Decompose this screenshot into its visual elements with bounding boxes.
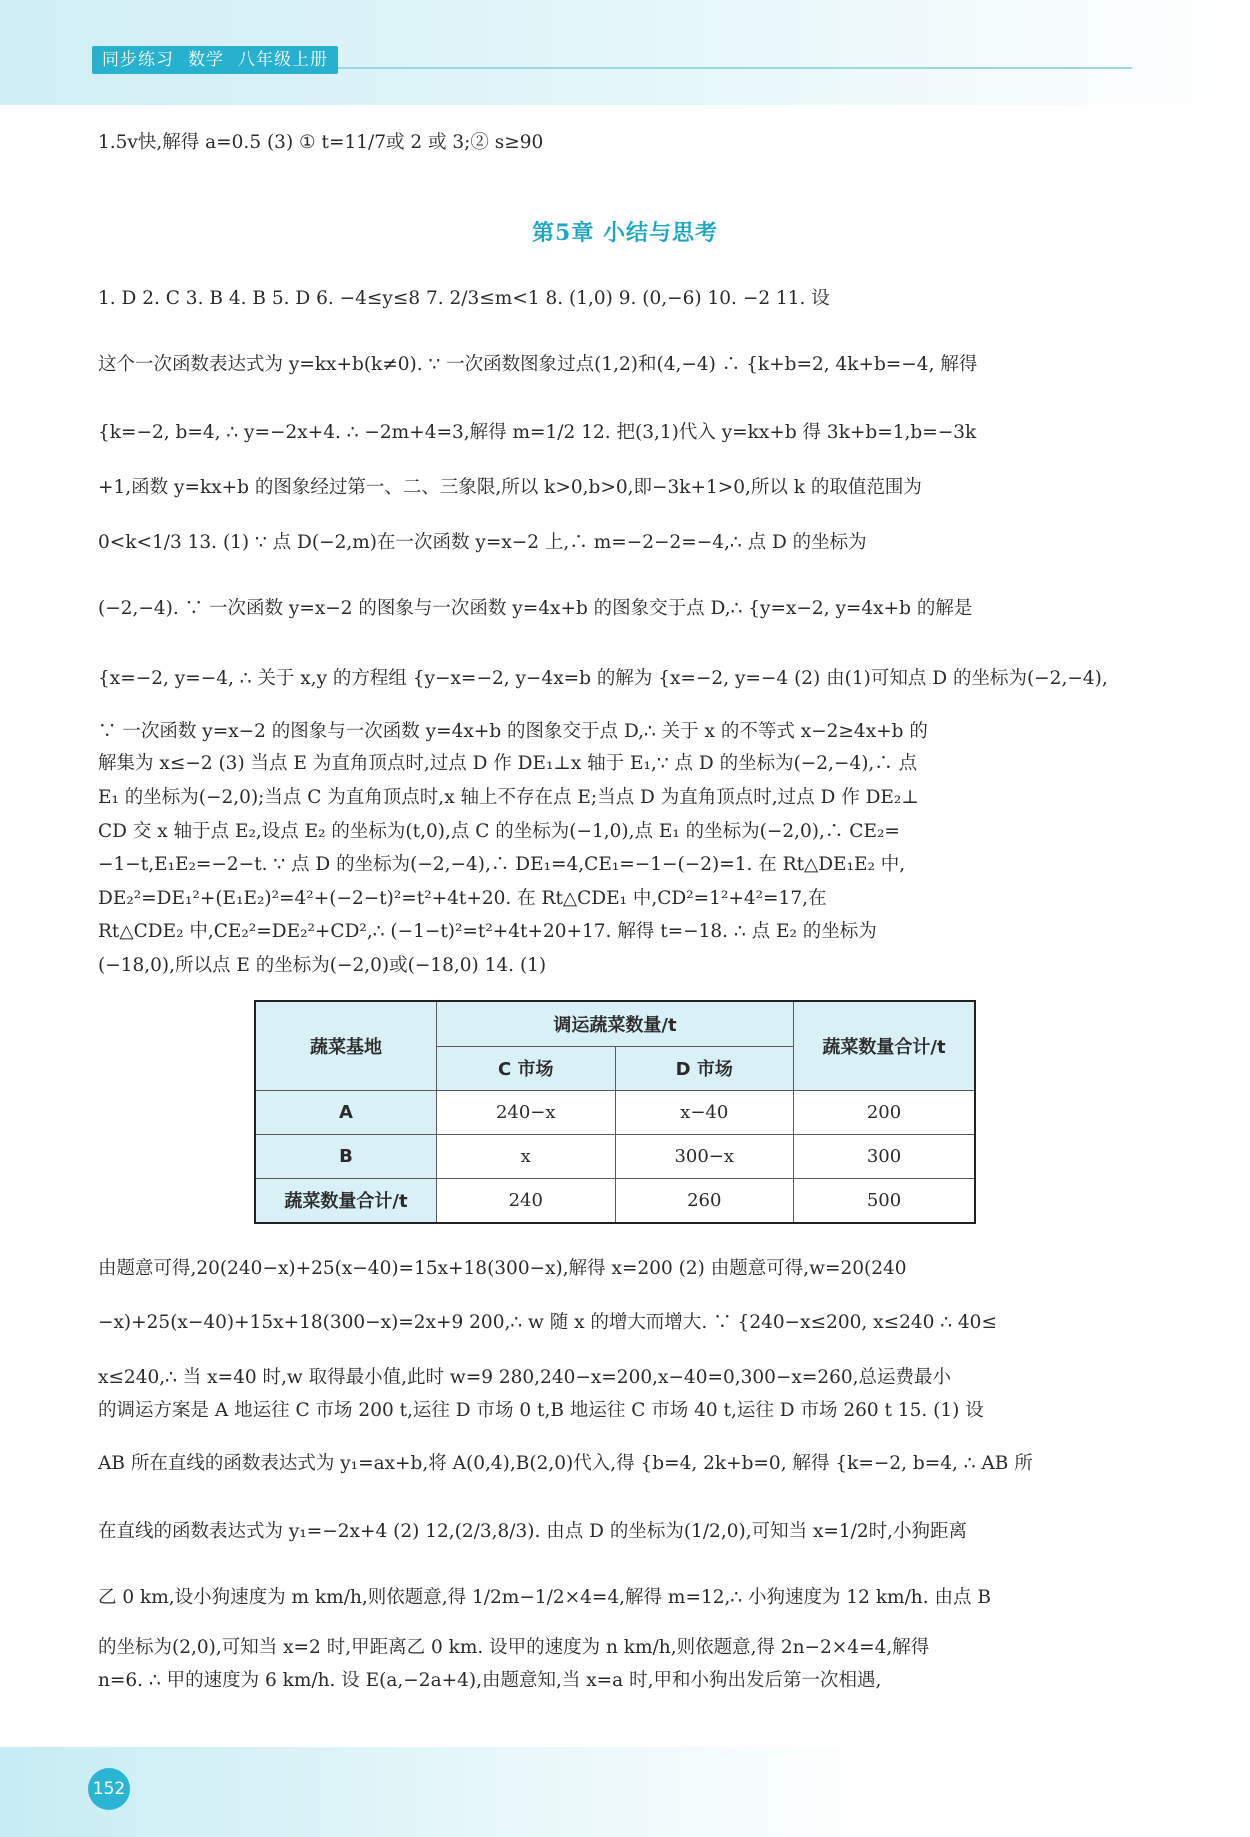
- text-line-7: 0<k<1/3 13. (1) ∵ 点 D(−2,m)在一次函数 y=x−2 上,∴ m=−2−2=−4,∴ 点 D 的坐标为: [98, 532, 867, 553]
- table-row: [255, 1090, 975, 1134]
- text-line-11: 解集为 x≤−2 (3) 当点 E 为直角顶点时,过点 D 作 DE₁⊥x 轴于 E₁,∵ 点 D 的坐标为(−2,−4),∴ 点: [98, 753, 918, 774]
- cell-d: 260: [615, 1178, 794, 1223]
- text-line-4: 这个一次函数表达式为 y=kx+b(k≠0). ∵ 一次函数图象过点(1,2)和(4,−4) ∴ {k+b=2, 4k+b=−4, 解得: [98, 354, 978, 375]
- text-line-13: CD 交 x 轴于点 E₂,设点 E₂ 的坐标为(t,0),点 C 的坐标为(−1,0),点 E₁ 的坐标为(−2,0),∴ CE₂=: [98, 821, 900, 842]
- cell-d: 300−x: [615, 1134, 794, 1178]
- table-row: [255, 1134, 975, 1178]
- table-header-group: 调运蔬菜数量/t: [437, 1001, 794, 1046]
- header-subject: 数学: [188, 50, 224, 70]
- text-line-20: x≤240,∴ 当 x=40 时,w 取得最小值,此时 w=9 280,240−x=200,x−40=0,300−x=260,总运费最小: [98, 1367, 952, 1388]
- chapter-title: 第5章 小结与思考: [532, 220, 718, 246]
- vegetable-transport-table: [254, 1000, 976, 1224]
- text-line-6: +1,函数 y=kx+b 的图象经过第一、二、三象限,所以 k>0,b>0,即−3k+1>0,所以 k 的取值范围为: [98, 477, 922, 498]
- text-line-19: −x)+25(x−40)+15x+18(300−x)=2x+9 200,∴ w 随 x 的增大而增大. ∵ {240−x≤200, x≤240 ∴ 40≤: [98, 1312, 997, 1333]
- text-line-24: 乙 0 km,设小狗速度为 m km/h,则依题意,得 1/2m−1/2×4=4,解得 m=12,∴ 小狗速度为 12 km/h. 由点 B: [98, 1587, 991, 1608]
- table-header-d: D 市场: [615, 1046, 794, 1090]
- footer-band: [0, 1747, 1250, 1837]
- text-line-21: 的调运方案是 A 地运往 C 市场 200 t,运往 D 市场 0 t,B 地运往 C 市场 40 t,运往 D 市场 260 t 15. (1) 设: [98, 1400, 984, 1421]
- text-line-16: Rt△CDE₂ 中,CE₂²=DE₂²+CD²,∴ (−1−t)²=t²+4t+20+17. 解得 t=−18. ∴ 点 E₂ 的坐标为: [98, 921, 877, 942]
- text-line-10: ∵ 一次函数 y=x−2 的图象与一次函数 y=4x+b 的图象交于点 D,∴ 关于 x 的不等式 x−2≥4x+b 的: [98, 721, 928, 742]
- table-header-c: C 市场: [437, 1046, 616, 1090]
- page-number: 152: [88, 1768, 130, 1810]
- text-line-5: {k=−2, b=4, ∴ y=−2x+4. ∴ −2m+4=3,解得 m=1/2 12. 把(3,1)代入 y=kx+b 得 3k+b=1,b=−3k: [98, 422, 977, 443]
- text-line-9: {x=−2, y=−4, ∴ 关于 x,y 的方程组 {y−x=−2, y−4x=b 的解为 {x=−2, y=−4 (2) 由(1)可知点 D 的坐标为(−2,−4),: [98, 668, 1108, 689]
- text-line-3: 1. D 2. C 3. B 4. B 5. D 6. −4≤y≤8 7. 2/3≤m<1 8. (1,0) 9. (0,−6) 10. −2 11. 设: [98, 288, 830, 309]
- text-line-26: n=6. ∴ 甲的速度为 6 km/h. 设 E(a,−2a+4),由题意知,当 x=a 时,甲和小狗出发后第一次相遇,: [98, 1670, 882, 1691]
- cell-c: x: [437, 1134, 616, 1178]
- text-line-12: E₁ 的坐标为(−2,0);当点 C 为直角顶点时,x 轴上不存在点 E;当点 D 为直角顶点时,过点 D 作 DE₂⊥: [98, 787, 919, 808]
- text-line-23: 在直线的函数表达式为 y₁=−2x+4 (2) 12,(2/3,8/3). 由点 D 的坐标为(1/2,0),可知当 x=1/2时,小狗距离: [98, 1521, 968, 1542]
- header-series: 同步练习: [102, 50, 174, 70]
- cell-total: 300: [794, 1134, 976, 1178]
- table-header-base: 蔬菜基地: [255, 1001, 437, 1090]
- row-label: A: [255, 1090, 437, 1134]
- cell-c: 240−x: [437, 1090, 616, 1134]
- text-line-18: 由题意可得,20(240−x)+25(x−40)=15x+18(300−x),解得 x=200 (2) 由题意可得,w=20(240: [98, 1258, 907, 1279]
- table-header-total: 蔬菜数量合计/t: [794, 1001, 976, 1090]
- header-grade: 八年级上册: [238, 50, 328, 70]
- text-line-14: −1−t,E₁E₂=−2−t. ∵ 点 D 的坐标为(−2,−4),∴ DE₁=4,CE₁=−1−(−2)=1. 在 Rt△DE₁E₂ 中,: [98, 854, 906, 875]
- cell-total: 500: [794, 1178, 976, 1223]
- text-line-15: DE₂²=DE₁²+(E₁E₂)²=4²+(−2−t)²=t²+4t+20. 在 Rt△CDE₁ 中,CD²=1²+4²=17,在: [98, 888, 827, 909]
- cell-c: 240: [437, 1178, 616, 1223]
- text-line-17: (−18,0),所以点 E 的坐标为(−2,0)或(−18,0) 14. (1): [98, 955, 547, 976]
- row-label: 蔬菜数量合计/t: [255, 1178, 437, 1223]
- header-label: [92, 46, 338, 74]
- table-row: [255, 1178, 975, 1223]
- text-line-1: 1.5v快,解得 a=0.5 (3) ① t=11/7或 2 或 3;② s≥90: [98, 132, 544, 153]
- cell-total: 200: [794, 1090, 976, 1134]
- text-line-22: AB 所在直线的函数表达式为 y₁=ax+b,将 A(0,4),B(2,0)代入,得 {b=4, 2k+b=0, 解得 {k=−2, b=4, ∴ AB 所: [98, 1453, 1033, 1474]
- cell-d: x−40: [615, 1090, 794, 1134]
- text-line-8: (−2,−4). ∵ 一次函数 y=x−2 的图象与一次函数 y=4x+b 的图象交于点 D,∴ {y=x−2, y=4x+b 的解是: [98, 598, 973, 619]
- row-label: B: [255, 1134, 437, 1178]
- text-line-25: 的坐标为(2,0),可知当 x=2 时,甲距离乙 0 km. 设甲的速度为 n km/h,则依题意,得 2n−2×4=4,解得: [98, 1637, 930, 1658]
